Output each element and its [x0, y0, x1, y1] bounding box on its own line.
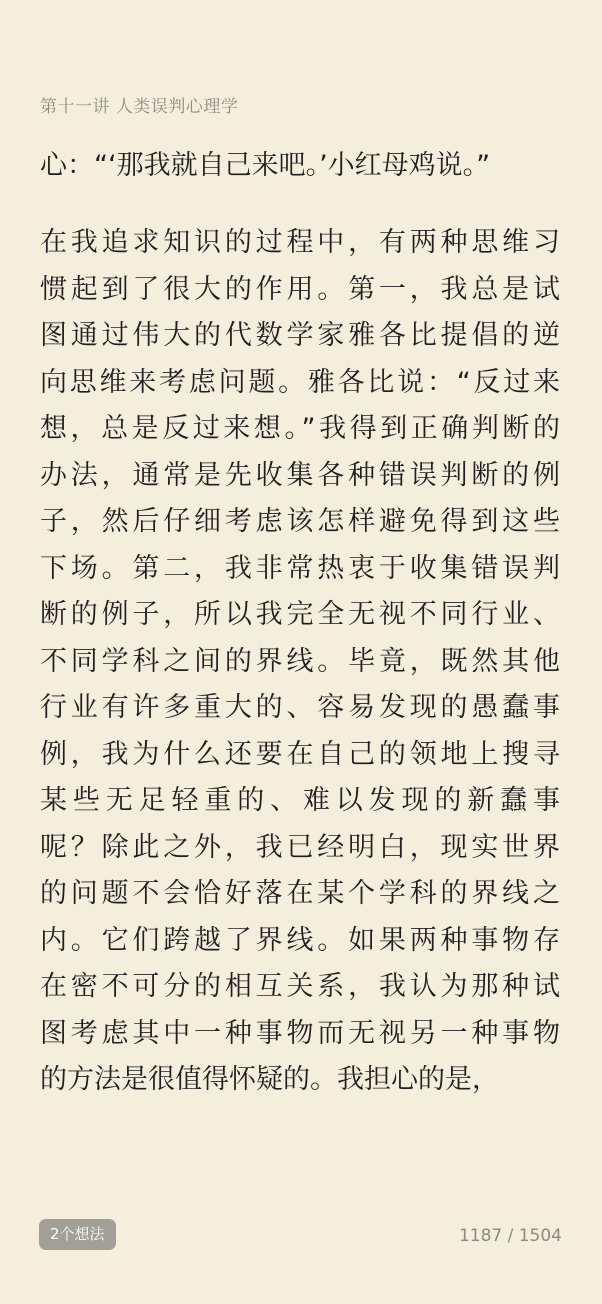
paragraph-line: 惯起到了很大的作用。第一，我总是试	[40, 273, 560, 305]
paragraph-line: 在密不可分的相互关系，我认为那种试	[40, 971, 560, 1002]
paragraph-line: 子，然后仔细考虑该怎样避免得到这些	[40, 506, 560, 537]
paragraph-line: 向思维来考虑问题。雅各比说：“反过来	[40, 366, 560, 398]
paragraph-line: 内。它们跨越了界线。如果两种事物存	[40, 924, 560, 956]
paragraph-line: 在我追求知识的过程中，有两种思维习	[40, 227, 560, 258]
paragraph-line: 办法，通常是先收集各种错误判断的例	[40, 459, 560, 491]
paragraph-line: 下场。第二，我非常热衷于收集错误判	[40, 552, 560, 584]
paragraph-line: 呢？除此之外，我已经明白，现实世界	[40, 831, 560, 863]
paragraph-line: 的问题不会恰好落在某个学科的界线之	[40, 878, 560, 909]
continued-text-line: 心：“‘那我就自己来吧。’小红母鸡说。”	[40, 150, 491, 181]
paragraph-line: 图考虑其中一种事物而无视另一种事物	[40, 1017, 560, 1049]
paragraph-line: 行业有许多重大的、容易发现的愚蠢事	[40, 692, 560, 723]
paragraph-line: 不同学科之间的界线。毕竟，既然其他	[40, 645, 560, 677]
paragraph-line: 断的例子，所以我完全无视不同行业、	[40, 599, 560, 630]
body-paragraph	[40, 220, 560, 1104]
thoughts-button[interactable]: 2个想法	[39, 1219, 116, 1250]
paragraph-line: 例，我为什么还要在自己的领地上搜寻	[40, 738, 560, 770]
paragraph-line: 的方法是很值得怀疑的。我担心的是，	[40, 1064, 499, 1095]
paragraph-line: 想，总是反过来想。”我得到正确判断的	[40, 413, 560, 444]
page-counter: 1187 / 1504	[458, 1226, 562, 1246]
chapter-title: 第十一讲 人类误判心理学	[40, 97, 239, 117]
paragraph-line: 图通过伟大的代数学家雅各比提倡的逆	[40, 320, 560, 351]
paragraph-line: 某些无足轻重的、难以发现的新蠢事	[40, 785, 560, 816]
